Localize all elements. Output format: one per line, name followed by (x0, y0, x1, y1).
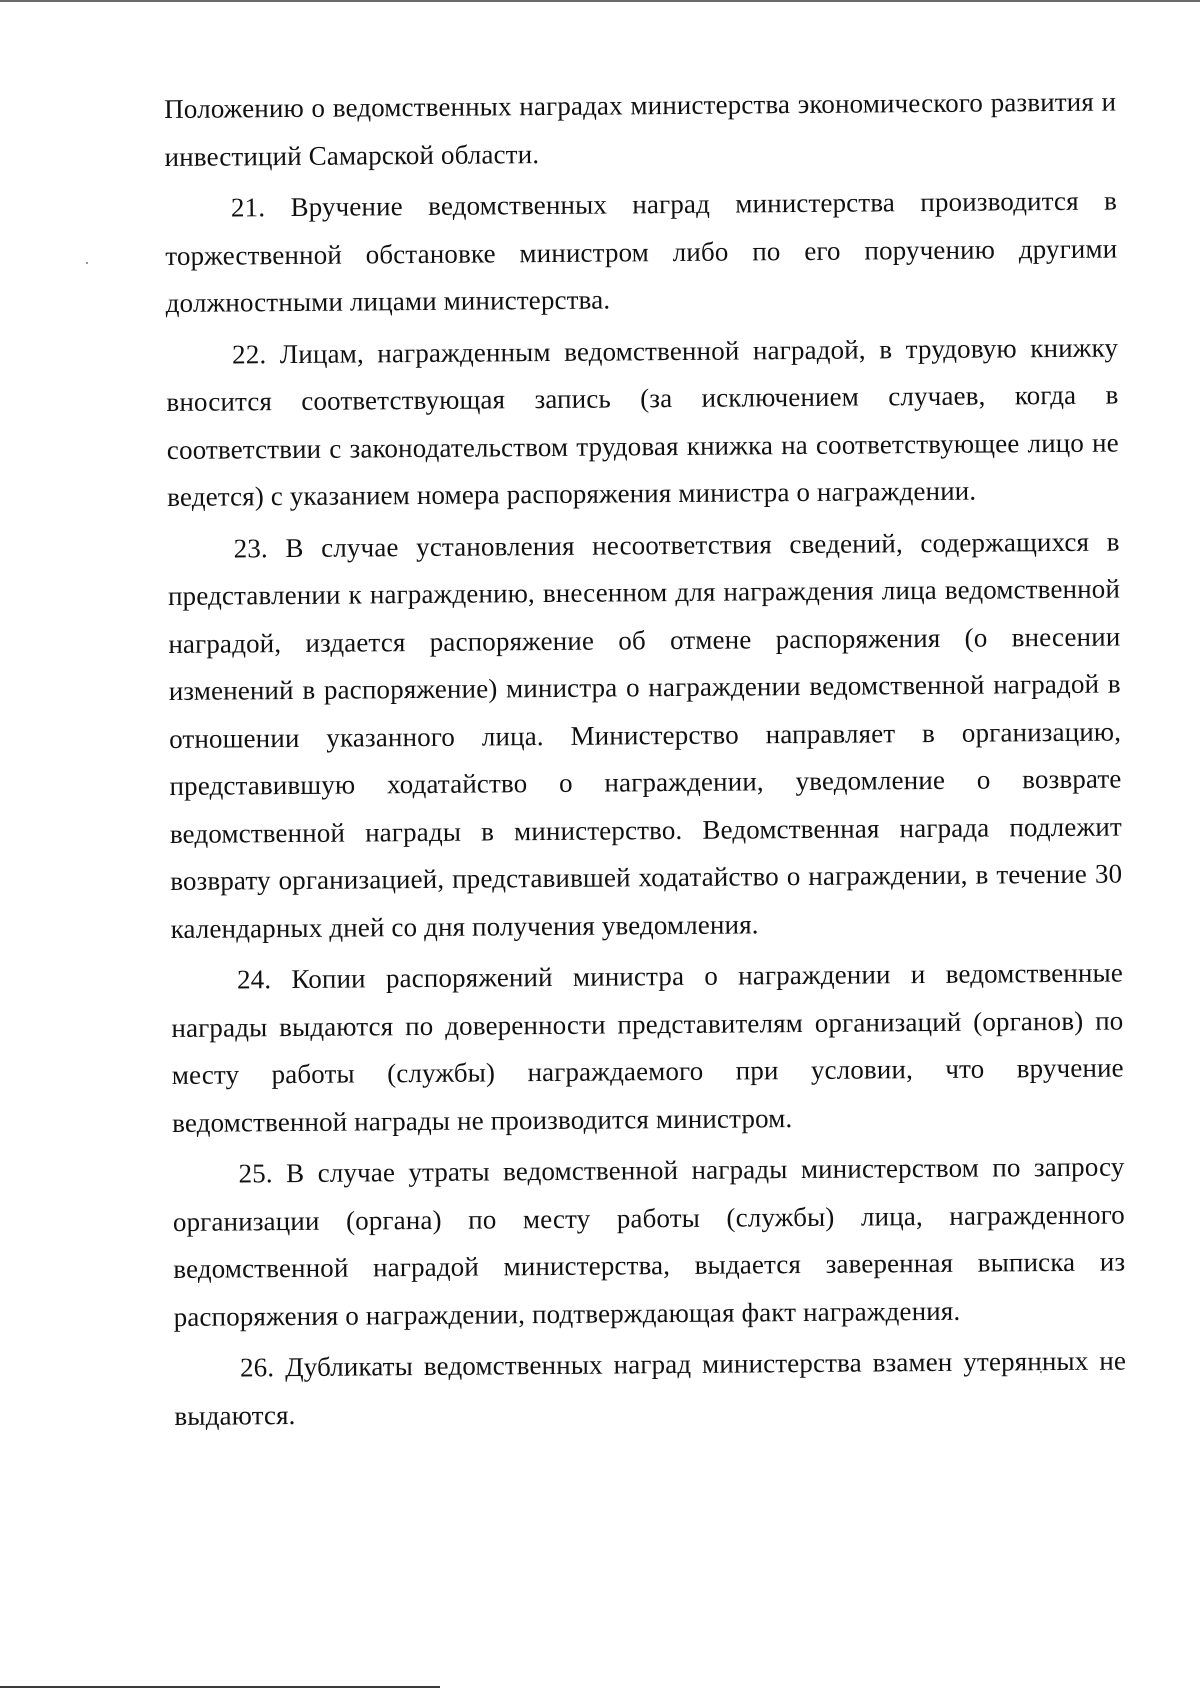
paragraph-21: 21. Вручение ведомственных наград министерства производится в торжественной обстановке министром либо по его поручению другими должностными лицами министерства. (165, 185, 1118, 318)
scan-speck (86, 262, 88, 264)
paragraph-23: 23. В случае установления несоответствия сведений, содержащихся в представлении к награждению, внесенном для награждения лица ведомственной наградой, издается распоряжение об отмене распоряжения (о внесении изменений в распоряжение) министра о награждении ведомственной наградой в отношении указанного лица. Министерство направляет в организацию, представившую ходатайство о награждении, уведомление о возврате ведомственной награды в министерство. Ведомственная награда подлежит возврату организацией, представившей ходатайство о награждении, в течение 30 календарных дней со дня получения уведомления. (167, 526, 1123, 944)
document-body (164, 79, 1127, 1440)
scan-top-edge (0, 0, 1200, 2)
paragraph-24: 24. Копии распоряжений министра о награждении и ведомственные награды выдаются по доверенности представителям организаций (органов) по месту работы (службы) награждаемого при условии, что вручение ведомственной награды не производится министром. (171, 957, 1124, 1138)
paragraph-25: 25. В случае утраты ведомственной награды министерством по запросу организации (органа) по месту работы (службы) лица, награжденного ведомственной наградой министерства, выдается заверенная выписка из распоряжения о награждении, подтверждающая факт награждения. (172, 1151, 1126, 1332)
paragraph-22: 22. Лицам, награжденным ведомственной наградой, в трудовую книжку вносится соответствующая запись (за исключением случаев, когда в соответствии с законодательством трудовая книжка на соответствующее лицо не ведется) с указанием номера распоряжения министра о награждении. (166, 332, 1119, 512)
paragraph-26: 26. Дубликаты ведомственных наград министерства взамен утерянных не выдаются. (174, 1345, 1127, 1431)
paragraph-continuation: Положению о ведомственных наградах министерства экономического развития и инвестиций Самарской области. (164, 86, 1117, 172)
footer-divider-line (0, 1686, 440, 1688)
